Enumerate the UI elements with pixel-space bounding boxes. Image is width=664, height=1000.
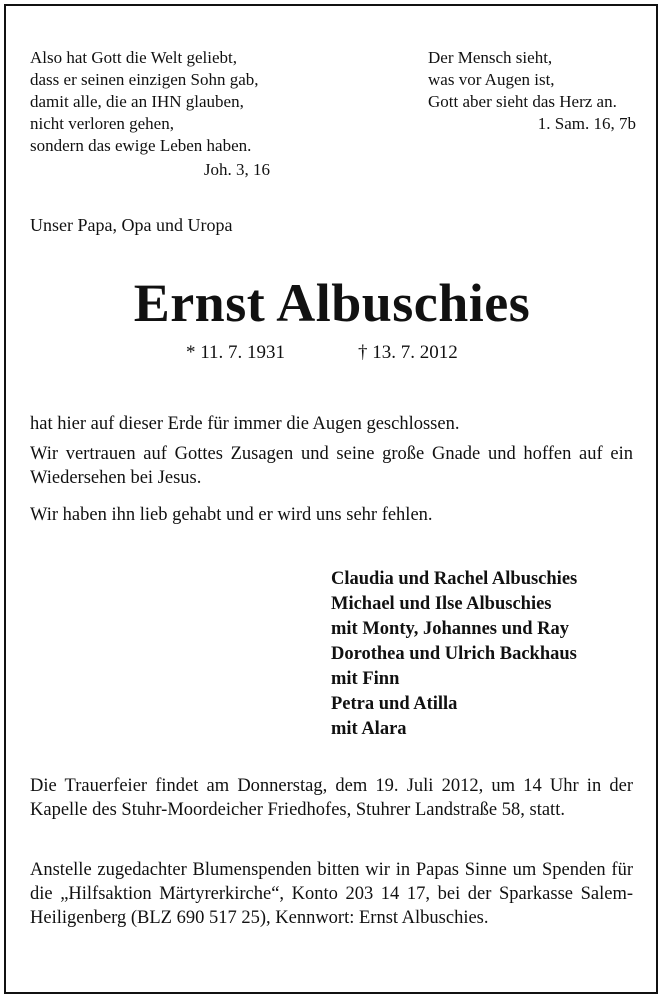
verse-line: damit alle, die an IHN glauben, xyxy=(30,92,244,111)
verse-reference: 1. Sam. 16, 7b xyxy=(537,114,636,133)
bible-verse-left xyxy=(30,47,290,181)
verse-line: dass er seinen einzigen Sohn gab, xyxy=(30,70,259,89)
deceased-name: Ernst Albuschies xyxy=(133,273,531,333)
verse-line: sondern das ewige Leben haben. xyxy=(30,136,252,155)
mourner-line: Petra und Atilla xyxy=(331,694,458,714)
mourner-line: Dorothea und Ulrich Backhaus xyxy=(331,644,577,664)
death-date: † 13. 7. 2012 xyxy=(358,342,458,363)
paragraph-love: Wir haben ihn lieb gehabt und er wird uns sehr fehlen. xyxy=(30,505,433,525)
bible-verse-right xyxy=(428,47,648,135)
verse-reference: Joh. 3, 16 xyxy=(203,160,270,179)
mourner-line: Michael und Ilse Albuschies xyxy=(331,594,552,614)
verse-line: nicht verloren gehen, xyxy=(30,114,174,133)
verse-line: Also hat Gott die Welt geliebt, xyxy=(30,48,238,67)
donation-request: Anstelle zugedachter Blumenspenden bitten wir in Papas Sinne um Spenden für die „Hilfsaktion Märtyrerkirche“, Konto 203 14 17, bei der Sparkasse Salem-Heiligenberg (BLZ 690 517 25), Kennwort: Ernst Albuschies. xyxy=(30,860,633,928)
mourner-line: mit Monty, Johannes und Ray xyxy=(331,619,569,639)
mourner-line: mit Alara xyxy=(331,719,407,739)
mourner-line: mit Finn xyxy=(331,669,400,689)
paragraph-faith: Wir vertrauen auf Gottes Zusagen und seine große Gnade und hoffen auf ein Wiedersehen bei Jesus. xyxy=(30,444,633,488)
mourner-line: Claudia und Rachel Albuschies xyxy=(331,569,578,589)
intro-line: Unser Papa, Opa und Uropa xyxy=(30,215,233,235)
mourners-list xyxy=(331,567,577,742)
birth-date: * 11. 7. 1931 xyxy=(186,342,286,363)
verse-line: was vor Augen ist, xyxy=(428,70,555,89)
verse-line: Gott aber sieht das Herz an. xyxy=(428,92,617,111)
funeral-details: Die Trauerfeier findet am Donnerstag, dem 19. Juli 2012, um 14 Uhr in der Kapelle des Stuhr-Moordeicher Friedhofes, Stuhrer Landstraße 58, statt. xyxy=(30,776,633,820)
paragraph-closed-eyes: hat hier auf dieser Erde für immer die Augen geschlossen. xyxy=(30,414,460,434)
verse-line: Der Mensch sieht, xyxy=(428,48,553,67)
